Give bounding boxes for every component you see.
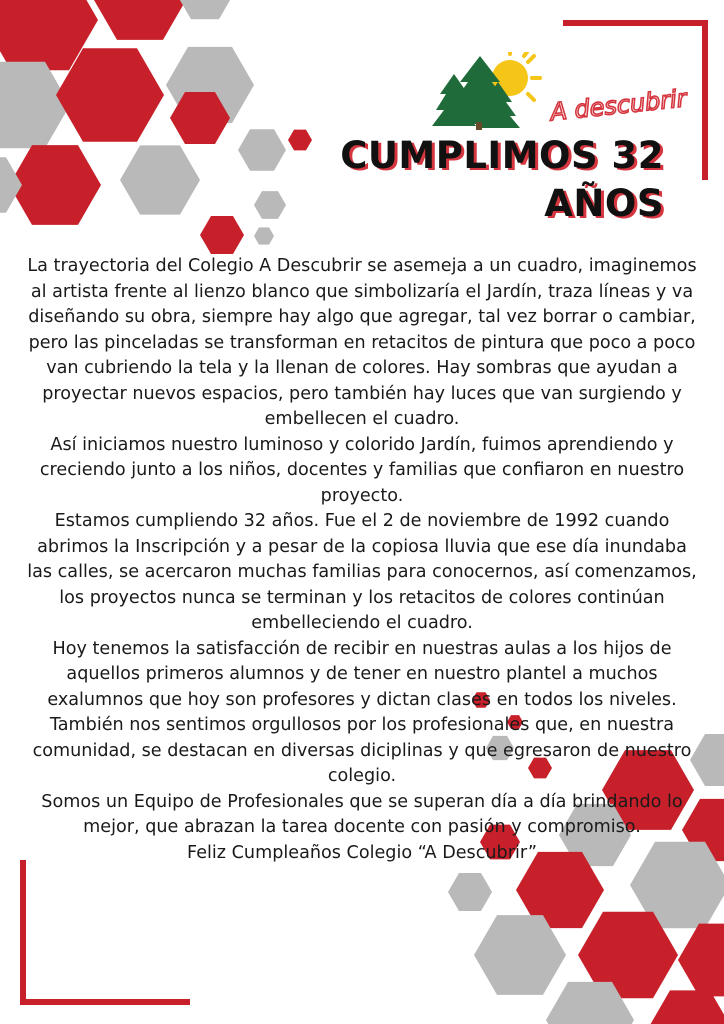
frame-top-right-vertical: [702, 20, 708, 180]
title-line-2: AÑOS: [544, 182, 664, 225]
paragraph-1: La trayectoria del Colegio A Descubrir se asemeja a un cuadro, imaginemos al artista frente al lienzo blanco que simbolizaría el Jardín, traza líneas y va diseñando su obra, siempre hay algo que agregar, tal vez borrar o cambiar, pero las pinceladas se transforman en retacitos de pintura que poco a poco van cubriendo la tela y la llenan de colores. Hay sombras que ayudan a proyectar nuevos espacios, pero también hay luces que van surgiendo y embellecen el cuadro.: [27, 256, 697, 429]
title-line-1: CUMPLIMOS 32: [340, 134, 664, 177]
paragraph-2: Así iniciamos nuestro luminoso y colorido Jardín, fuimos aprendiendo y creciendo junto a los niños, docentes y familias que confiaron en nuestro proyecto.: [39, 434, 685, 506]
page-title: [244, 132, 664, 228]
paragraph-5: Somos un Equipo de Profesionales que se superan día a día brindando lo mejor, que abrazan la tarea docente con pasión y compromiso.: [41, 791, 683, 837]
article-body: [22, 254, 702, 866]
school-logo: [432, 52, 692, 132]
logo-brand-text: A descubrir: [549, 84, 688, 127]
frame-bottom-left-horizontal: [20, 999, 190, 1005]
paragraph-3: Estamos cumpliendo 32 años. Fue el 2 de noviembre de 1992 cuando abrimos la Inscripción y a pesar de la copiosa lluvia que ese día inundaba las calles, se acercaron muchas familias para conocernos, así comenzamos, los proyectos nunca se terminan y los retacitos de colores continúan embelleciendo el cuadro.: [27, 511, 697, 633]
closing-line: Feliz Cumpleaños Colegio “A Descubrir”: [187, 842, 537, 863]
pine-trees-sun-icon: [432, 52, 692, 132]
frame-bottom-left-vertical: [20, 860, 26, 1005]
frame-top-right-horizontal: [563, 20, 708, 26]
paragraph-4: Hoy tenemos la satisfacción de recibir en nuestras aulas a los hijos de aquellos primeros alumnos y de tener en nuestro plantel a muchos exalumnos que hoy son profesores y dictan clases en todos los niveles. También nos sentimos orgullosos por los profesionales que, en nuestra comunidad, se destacan en diversas diciplinas y que egresaron de nuestro colegio.: [32, 638, 692, 786]
